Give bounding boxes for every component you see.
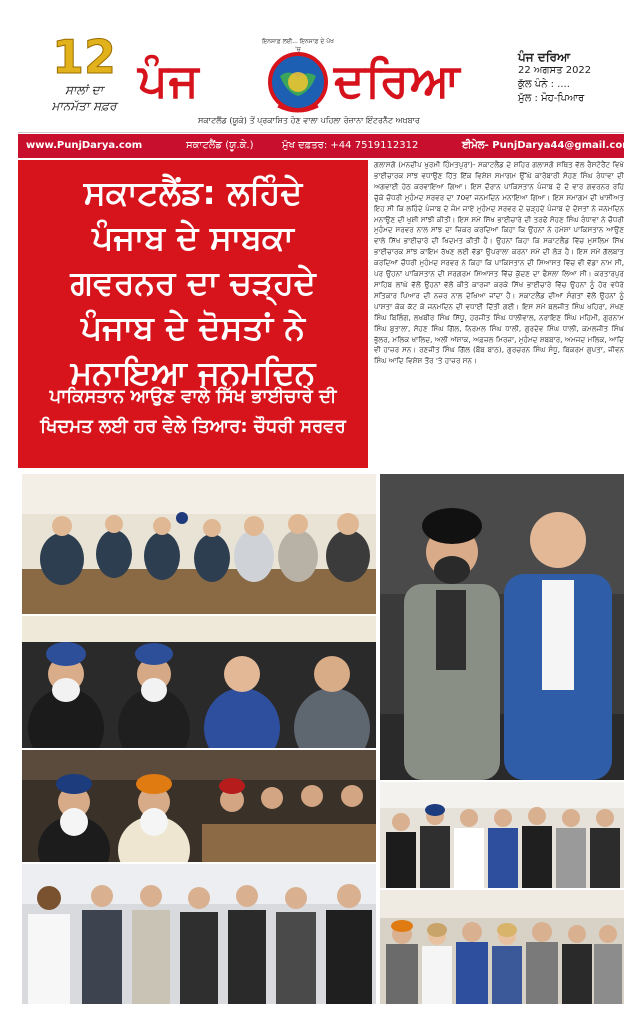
masthead xyxy=(18,28,624,133)
group-photo-2 xyxy=(22,616,376,748)
group-photo-4 xyxy=(22,864,376,1004)
paper-title xyxy=(138,40,498,110)
headline-line-3: ਗਵਰਨਰ ਦਾ ਚੜ੍ਹਦੇ xyxy=(70,263,316,302)
issue-meta xyxy=(518,50,618,106)
title-left-word: ਪੰਜ xyxy=(138,53,200,107)
anniversary-number: 12 xyxy=(51,30,116,84)
title-right-word: ਦਰਿਆ xyxy=(334,53,461,107)
article-body xyxy=(374,160,624,468)
group-photo-3 xyxy=(22,750,376,862)
headline xyxy=(28,170,358,395)
subheadline-line-2: ਖਿਦਮਤ ਲਈ ਹਰ ਵੇਲੇ ਤਿਆਰ: ਚੌਧਰੀ ਸਰਵਰ xyxy=(40,416,346,437)
article-paragraph: ਗਲਾਸਗੋ (ਮਨਦੀਪ ਖੁਰਮੀ ਹਿੰਮਤਪੁਰਾ)- ਸਕਾਟਲੈਂਡ ਦੇ ਸ਼ਹਿਰ ਗਲਾਸਗੋ ਸਥਿਤ ਵੱਲ ਰੈਸਟੋਰੈਂਟ ਵਿਖੇ ਭਾਈਚਾਰਕ ਸਾਂਝ ਵਧਾਉਣ ਹਿੱਤ ਇੱਕ ਵਿਸ਼ੇਸ਼ ਸਮਾਗਮ ਉੱਘੇ ਕਾਰੋਬਾਰੀ ਸੋਹਣ ਸਿੰਘ ਰੰਧਾਵਾ ਦੀ ਅਗਵਾਈ ਹੇਠ ਕਰਵਾਇਆ ਗਿਆ। ਇਸ ਦੌਰਾਨ ਪਾਕਿਸਤਾਨ ਪੰਜਾਬ ਦੇ ਦੋ ਵਾਰ ਗਵਰਨਰ ਰਹਿ ਚੁੱਕੇ ਚੌਧਰੀ ਮੁਹੰਮਦ ਸਰਵਰ ਦਾ 70ਵਾਂ ਜਨਮਦਿਨ ਮਨਾਇਆ ਗਿਆ। ਇਸ ਸਮਾਗਮ ਦੀ ਖਾਸੀਅਤ ਇਹ ਸੀ ਕਿ ਲਹਿੰਦੇ ਪੰਜਾਬ ਦੇ ਜੰਮ ਜਾਏ ਮੁਹੰਮਦ ਸਰਵਰ ਦੇ ਚੜ੍ਹਦੇ ਪੰਜਾਬ ਦੇ ਦੋਸਤਾਂ ਨੇ ਜਨਮਦਿਨ ਮਨਾਉਣ ਦੀ ਖੁਸ਼ੀ ਸਾਂਝੀ ਕੀਤੀ। ਇਸ ਸਮੇਂ ਸਿੱਖ ਭਾਈਚਾਰੇ ਦੀ ਤਰਫੋਂ ਸੋਹਣ ਸਿੰਘ ਰੰਧਾਵਾ ਨੇ ਚੌਧਰੀ ਮੁਹੰਮਦ ਸਰਵਰ ਨਾਲ ਸਾਂਝ ਦਾ ਜ਼ਿਕਰ ਕਰਦਿਆਂ ਕਿਹਾ ਕਿ ਉਹਨਾਂ ਨੇ ਹਮੇਸ਼ਾ ਪਾਕਿਸਤਾਨ ਆਉਣ ਵਾਲੇ ਸਿੱਖ ਭਾਈਚਾਰੇ ਦੀ ਖਿਦਮਤ ਕੀਤੀ ਹੈ। ਉਹਨਾਂ ਕਿਹਾ ਕਿ ਸਕਾਟਲੈਂਡ ਵਿੱਚ ਮੁਸਲਿਮ ਸਿੱਖ ਭਾਈਚਾਰਕ ਸਾਂਝ ਕਾਇਮ ਰੱਖਣ ਲਈ ਵੱਡਾ ਉਪਰਾਲਾ ਕਰਨਾ ਸਮੇਂ ਦੀ ਲੋੜ ਹੈ। ਇਸ ਸਮੇਂ ਗੱਲਬਾਤ ਕਰਦਿਆਂ ਚੌਧਰੀ ਮੁਹੰਮਦ ਸਰਵਰ ਨੇ ਕਿਹਾ ਕਿ ਪਾਕਿਸਤਾਨ ਦੀ ਸਿਆਸਤ ਵਿੱਚ ਵੀ ਵੱਡਾ ਨਾਮ ਸੀ, ਪਰ ਉਹਨਾਂ ਪਾਕਿਸਤਾਨ ਦੀ ਸਰਗਰਮ ਸਿਆਸਤ ਵਿੱਚ ਕੁੱਦਣ ਦਾ ਫੈਸਲਾ ਲਿਆ ਸੀ। ਕਰਤਾਰਪੁਰ ਸਾਹਿਬ ਲਾਂਘੇ ਵੱਲੋਂ ਉਹਨਾਂ ਵੱਲੋਂ ਕੀਤੇ ਕਾਰਜਾਂ ਕਰਕੇ ਸਿੱਖ ਭਾਈਚਾਰੇ ਵਿੱਚ ਉਹਨਾਂ ਨੂੰ ਹੋਰ ਵਧੇਰੇ ਸਤਿਕਾਰ ਪਿਆਰ ਦੀ ਨਜ਼ਰ ਨਾਲ ਦੇਖਿਆ ਜਾਂਦਾ ਹੈ। ਸਕਾਟਲੈਂਡ ਦੀਆਂ ਸੰਗਤਾਂ ਵੱਲੋਂ ਉਹਨਾਂ ਨੂੰ ਪਾਸ਼ਤਾ ਕੇਕ ਕੱਟ ਕੇ ਜਨਮਦਿਨ ਦੀ ਵਧਾਈ ਦਿੱਤੀ ਗਈ। ਇਸ ਸਮੇਂ ਬਲਜੀਤ ਸਿੰਘ ਖਹਿਰਾ, ਮੱਖਣ ਸਿੰਘ ਬਿਲਿੰਗ, ਲਖਬੀਰ ਸਿੰਘ ਸਿੱਧੂ, ਹਰਜੀਤ ਸਿੰਘ ਧਾਲੀਵਾਲ, ਨਰਾਇਣ ਸਿੰਘ ਮਹਿਮੀ, ਗੁਰਨਾਮ ਸਿੰਘ ਬੁਤਾਲਾ, ਸੋਹਣ ਸਿੰਘ ਗਿੱਲ, ਨਿਰਮਲ ਸਿੰਘ ਧਾਲੀ, ਗੁਰਦੇਵ ਸਿੰਘ ਧਾਲੀ, ਕਮਲਜੀਤ ਸਿੰਘ ਭੁੱਲਰ, ਮਲਿਕ ਖਾਲਿਦ, ਅਲੀ ਅੱਸ਼ਾਕ, ਅਫ਼ਜ਼ਲ ਮਿਰਜ਼ਾ, ਮੁਹੰਮਦ ਸ਼ਬਬਾਰ, ਅਮਜਦ ਮਲਿਕ, ਆਦਿ ਵੀ ਹਾਜ਼ਰ ਸਨ। ਰਣਜੀਤ ਸਿੰਘ ਗਿੱਲ (ਬੌਬ ਬਾਠ), ਗੁਰਚਰਨ ਸਿੰਘ ਸੰਧੂ, ਬਿਕਰਮ ਗੁਪਤਾ, ਜੀਵਨ ਸਿੰਘ ਆਦਿ ਵਿਸ਼ੇਸ਼ ਤੌਰ 'ਤੇ ਹਾਜ਼ਰ ਸਨ। xyxy=(374,160,624,366)
headline-line-5: ਮਨਾਇਆ ਜਨਮਦਿਨ xyxy=(70,353,316,392)
subheadline-line-1: ਪਾਕਿਸਤਾਨ ਆਉਣ ਵਾਲੇ ਸਿੱਖ ਭਾਈਚਾਰੇ ਦੀ xyxy=(49,386,337,407)
meta-paper-name: ਪੰਜ ਦਰਿਆ xyxy=(518,50,571,64)
headline-line-2: ਪੰਜਾਬ ਦੇ ਸਾਬਕਾ xyxy=(92,218,294,257)
photo-two-men xyxy=(380,474,624,780)
logo-text: ਇਨਸਾਫ਼ ਲਈ... ਇਨਸਾਫ਼ ਦੇ ਪੱਖ 'ਚ xyxy=(262,38,334,53)
group-photo-1 xyxy=(22,474,376,614)
headline-box xyxy=(18,160,368,468)
group-photo-6 xyxy=(380,890,624,1004)
anniversary-line-2: ਮਾਨਮੱਤਾ ਸਫ਼ਰ xyxy=(51,99,117,113)
headline-line-1: ਸਕਾਟਲੈਂਡ: ਲਹਿੰਦੇ xyxy=(83,173,303,212)
contact-bar xyxy=(18,134,633,158)
office-phone: ਮੁੱਖ ਦਫ਼ਤਰ: +44 7519112312 xyxy=(282,140,419,151)
subheadline xyxy=(28,382,358,442)
website-link[interactable]: www.PunjDarya.com xyxy=(26,140,143,151)
headline-line-4: ਪੰਜਾਬ ਦੇ ਦੋਸਤਾਂ ਨੇ xyxy=(80,308,306,347)
location-text: ਸਕਾਟਲੈਂਡ (ਯੂ.ਕੇ.) xyxy=(186,140,254,151)
email-link[interactable]: ਈਮੇਲ- PunjDarya44@gmail.com xyxy=(462,140,633,151)
group-photo-5 xyxy=(380,782,624,888)
anniversary-line-1: ਸਾਲਾਂ ਦਾ xyxy=(64,83,104,97)
tagline: ਸਕਾਟਲੈਂਡ (ਯੂਕੇ) ਤੋਂ ਪ੍ਰਕਾਸ਼ਿਤ ਹੋਣ ਵਾਲਾ ਪਹਿਲਾ ਰੋਜ਼ਾਨਾ ਇੰਟਰਨੈੱਟ ਅਖ਼ਬਾਰ xyxy=(198,116,420,125)
globe-logo-icon xyxy=(262,40,334,118)
anniversary-badge xyxy=(38,32,130,114)
meta-price: ਮੁੱਲ : ਮੋਹ-ਪਿਆਰ xyxy=(518,93,585,104)
meta-date: 22 ਅਗਸਤ 2022 xyxy=(518,65,592,76)
meta-total-pages: ਕੁੱਲ ਪੰਨੇ : .... xyxy=(518,79,570,90)
